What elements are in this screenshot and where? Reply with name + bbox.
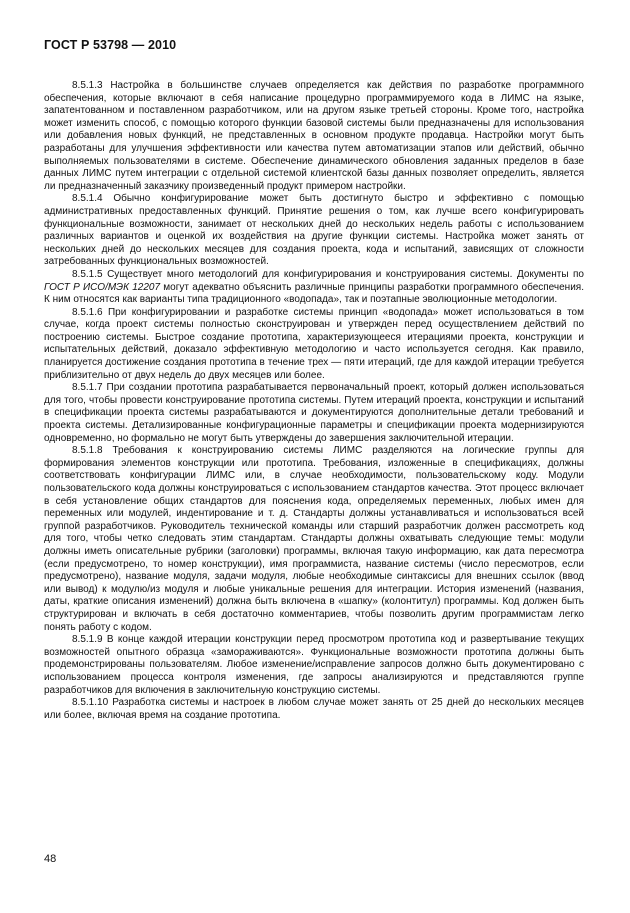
paragraph-text: 8.5.1.5 Существует много методологий для конфигурирования и конструирования системы. Документы по — [72, 268, 584, 280]
paragraph-text: могут адекватно объяснить различные принципы разработки программного обеспечения. К ним относятся как варианты типа традиционного «водопада», так и поэтапные эволюционные методологии. — [44, 281, 584, 306]
document-body — [44, 80, 584, 722]
paragraph-8-5-1-4: 8.5.1.4 Обычно конфигурирование может быть достигнуто быстро и эффективно с помощью административных предоставленных функций. Принятие решения о том, как лучше всего конфигурировать функциональные возможности, занимает от нескольких дней до нескольких недель работы с использованием различных вариантов и оценкой их воздействия на другие функции системы. Настройка может занять от нескольких дней до нескольких месяцев для создания проекта, кода и испытаний, зависящих от сложности затребованных функциональных возможностей. — [44, 193, 584, 268]
page-number: 48 — [44, 853, 57, 865]
paragraph-8-5-1-3: 8.5.1.3 Настройка в большинстве случаев определяется как действия по разработке программного обеспечения, которые включают в себя написание процедурно программируемого кода в ЛИМС на языке, запатентованном и поставленном разработчиком, или на другом языке третьей стороны. Кроме того, настройка может изменить способ, с помощью которого функции базовой системы были предназначены для использования или добавления новых функций, не представленных в основном продукте продавца. Настройки могут быть разработаны для улучшения эффективности или качества путем автоматизации этапов или действий, обычно выполняемых пользователями в системе. Обеспечение динамического обновления заданных пределов в базе данных ЛИМС путем интеграции с отдельной системой клиентской базы данных позволяет определить, является ли предназначенный заказчику произведенный продукт примером настройки. — [44, 80, 584, 192]
standard-reference: ГОСТ Р ИСО/МЭК 12207 — [44, 281, 161, 293]
paragraph-8-5-1-9: 8.5.1.9 В конце каждой итерации конструкции перед просмотром прототипа код и развертывание текущих возможностей опытного образца «замораживаются». Функциональные возможности прототипа должны быть продемонстрированы пользователям. Любое изменение/исправление запросов должно быть документировано с использованием процесса контроля изменения, где запросы анализируются и представляются группе разработчиков для включения в заключительную конструкцию системы. — [44, 634, 584, 696]
document-header: ГОСТ Р 53798 — 2010 — [44, 38, 177, 52]
paragraph-8-5-1-6: 8.5.1.6 При конфигурировании и разработке системы принцип «водопада» может использоваться в том случае, когда проект системы полностью сконструирован и утвержден перед осуществлением действий по построению системы. Быстрое создание прототипа, характеризующееся итерациями проекта, конструкции и испытательных действий, доказало эффективную методологию и часто используется сегодня. Как правило, планируется достижение создания прототипа в течение трех — пяти итераций, где для каждой итерации требуется приблизительно от двух недель до двух месяцев или более. — [44, 306, 584, 381]
paragraph-8-5-1-10: 8.5.1.10 Разработка системы и настроек в любом случае может занять от 25 дней до нескольких месяцев или более, включая время на создание прототипа. — [44, 697, 584, 721]
paragraph-8-5-1-8: 8.5.1.8 Требования к конструированию системы ЛИМС разделяются на логические группы для формирования элементов конструкции или прототипа. Требования, изложенные в спецификациях, должны соответствовать конфигурации ЛИМС или, в случае необходимости, пользовательскому коду. Модули пользовательского кода должны конструироваться с использованием стандартов качества. Этот процесс включает в себя установление общих стандартов для пояснения кода, определяемых переменных, любых имен для переменных или модулей, индентирование и т. д. Стандарты должны устанавливаться и использоваться всей группой разработчиков. Руководитель технической команды или старший разработчик должен рассмотреть код для того, чтобы четко следовать этим стандартам. Стандарты должны охватывать следующие темы: модули должны иметь описательные рубрики (заголовки) программы, включая такую информацию, как дата пересмотра (если предусмотрено, то номер конструкции), имя программиста, название системы (число пересмотров, если предусмотрено), название модуля, задачи модуля, любые необходимые синтаксисы для внешних ссылок (ввод или вывод) к модулю/из модуля и любые уникальные решения для интеграции. История изменений (названия, даты, краткие описания изменений) должна быть включена в «шапку» (колонтитул) программы. Код должен быть структурирован и включать в себя достаточно комментариев, чтобы позволить другим программистам легко понять работу с кодом. — [44, 445, 584, 633]
paragraph-8-5-1-7: 8.5.1.7 При создании прототипа разрабатывается первоначальный проект, который должен использоваться для того, чтобы провести конструирование прототипа системы. Путем итераций проекта, конструкции и испытаний в спецификации проекта системы разрабатываются и документируются дополнительные детали требований и проекта системы. Детализированные конфигурационные параметры и спецификации проекта модернизируются одновременно, но формально не могут быть утверждены до завершения заключительной итерации. — [44, 382, 584, 444]
paragraph-8-5-1-5 — [44, 269, 584, 307]
